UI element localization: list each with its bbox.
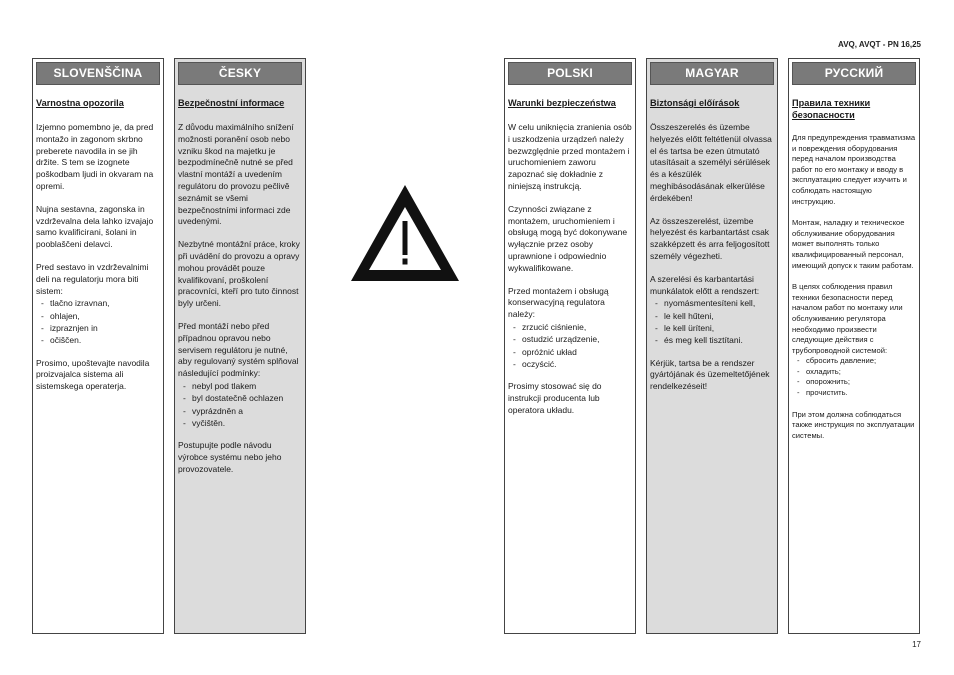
- list-item: - očiščen.: [36, 334, 160, 346]
- condition-list: [36, 297, 160, 346]
- paragraph-2: Czynności związane z montażem, uruchomieniem i obsługą mogą być dokonywane wyłącznie przez osoby uprawnione i odpowiednio wykwalifikowane.: [508, 203, 628, 273]
- paragraph-1: Для предупреждения травматизма и повреждения оборудования перед началом производства работ по его монтажу и вводу в эксплуатацию следует изучить и соблюдать настоящую инструкцию.: [792, 133, 916, 206]
- list-item: - le kell üríteni,: [650, 322, 774, 334]
- paragraph-4: Prosimo, upoštevajte navodila proizvajalca sistema ali sistemskega operaterja.: [36, 357, 150, 392]
- column-header-russian: РУССКИЙ: [792, 62, 916, 85]
- section-title-slovenian: Varnostna opozorila: [36, 98, 124, 108]
- paragraph-3: Před montáží nebo před případnou opravou nebo servisem regulátoru je nutné, aby regulovaný systém splňoval následující podmínky:: [178, 320, 299, 379]
- section-title-polish: Warunki bezpieczeństwa: [508, 98, 616, 108]
- column-czech: [174, 58, 306, 634]
- list-item: - izpraznjen in: [36, 322, 160, 334]
- column-hungarian: [646, 58, 778, 634]
- paragraph-4: Kérjük, tartsa be a rendszer gyártójának és üzemeltetőjének rendelkezéseit!: [650, 357, 770, 392]
- section-title-hungarian: Biztonsági előírások: [650, 98, 740, 108]
- column-header-czech: ČESKY: [178, 62, 302, 85]
- document-reference: AVQ, AVQT - PN 16,25: [838, 40, 921, 49]
- column-slovenian: [32, 58, 164, 634]
- condition-list: [792, 356, 916, 398]
- list-item: - vyčištěn.: [178, 417, 302, 429]
- list-item: - сбросить давление;: [792, 356, 916, 367]
- list-item: - zrzucić ciśnienie,: [508, 321, 632, 333]
- column-header-slovenian: SLOVENŠČINA: [36, 62, 160, 85]
- paragraph-3: A szerelési és karbantartási munkálatok előtt a rendszert:: [650, 273, 760, 296]
- paragraph-1: Izjemno pomembno je, da pred montažo in zagonom skrbno preberete navodila in se jih držite. S tem se izognete poškodbam ljudi in okvaram na opremi.: [36, 122, 154, 191]
- list-item: - ostudzić urządzenie,: [508, 333, 632, 345]
- column-russian: [788, 58, 920, 634]
- list-item: - byl dostatečně ochlazen: [178, 392, 302, 404]
- list-item: - oczyścić.: [508, 358, 632, 370]
- paragraph-3: Pred sestavo in vzdrževalnimi deli na regulatorju mora biti sistem:: [36, 261, 149, 296]
- section-title-czech: Bezpečnostní informace: [178, 98, 285, 108]
- page-number: 17: [912, 640, 921, 649]
- paragraph-2: Монтаж, наладку и техническое обслуживание оборудования может выполнять только квалифицированный персонал, имеющий допуск к таким работам.: [792, 218, 914, 270]
- list-item: - ohlajen,: [36, 310, 160, 322]
- paragraph-4: Prosimy stosować się do instrukcji producenta lub operatora układu.: [508, 381, 602, 415]
- column-header-polish: POLSKI: [508, 62, 632, 85]
- column-header-hungarian: MAGYAR: [650, 62, 774, 85]
- condition-list: [650, 297, 774, 346]
- list-item: - és meg kell tisztítani.: [650, 334, 774, 346]
- paragraph-1: Összeszerelés és üzembe helyezés előtt feltétlenül olvassa el és tartsa be ezen útmutató utasításait a személyi sérülések és a készülék meghibásodásának elkerülése érdekében!: [650, 122, 772, 203]
- paragraph-4: Postupujte podle návodu výrobce systému nebo jeho provozovatele.: [178, 440, 282, 474]
- paragraph-2: Nezbytné montážní práce, kroky při uvádění do provozu a opravy mohou provádět pouze kvalifikovaní, proškolení pracovníci, kteří pro tuto činnost byly určeni.: [178, 239, 300, 309]
- paragraph-4: При этом должна соблюдаться также инструкция по эксплуатации системы.: [792, 409, 915, 440]
- condition-list: [508, 321, 632, 370]
- warning-triangle-icon: [349, 183, 461, 283]
- list-item: - охладить;: [792, 367, 916, 378]
- list-item: - le kell hűteni,: [650, 310, 774, 322]
- paragraph-2: Nujna sestavna, zagonska in vzdrževalna dela lahko izvajajo samo kvalificirani, šolani in pooblaščeni delavci.: [36, 203, 154, 250]
- list-item: - опорожнить;: [792, 377, 916, 388]
- section-title-russian: Правила техники безопасности: [792, 98, 871, 120]
- paragraph-3: В целях соблюдения правил техники безопасности перед началом работ по монтажу или обслуживанию регулятора необходимо произвести следующие действия с трубопроводной системой:: [792, 282, 903, 355]
- list-item: - прочистить.: [792, 388, 916, 399]
- condition-list: [178, 380, 302, 429]
- list-item: - nyomásmentesíteni kell,: [650, 297, 774, 309]
- paragraph-1: Z důvodu maximálního snížení možnosti poranění osob nebo vzniku škod na majetku je bezpodmínečně nutné se před vlastní montáží a uvedením regulátoru do provozu pečlivě seznámit se všemi bezpečnostními informaci zde uvedenými.: [178, 122, 294, 227]
- list-item: - opróżnić układ: [508, 346, 632, 358]
- paragraph-1: W celu uniknięcia zranienia osób i uszkodzenia urządzeń należy bezwzględnie przed montażem i uruchomieniem zaworu zapoznać się dokładnie z niniejszą instrukcją.: [508, 122, 632, 191]
- list-item: - tlačno izravnan,: [36, 297, 160, 309]
- paragraph-3: Przed montażem i obsługą konserwacyjną regulatora należy:: [508, 285, 609, 320]
- list-item: - nebyl pod tlakem: [178, 380, 302, 392]
- paragraph-2: Az összeszerelést, üzembe helyezést és karbantartást csak szakképzett és arra feljogosított személy végezheti.: [650, 215, 770, 261]
- list-item: - vyprázdněn a: [178, 405, 302, 417]
- column-polish: [504, 58, 636, 634]
